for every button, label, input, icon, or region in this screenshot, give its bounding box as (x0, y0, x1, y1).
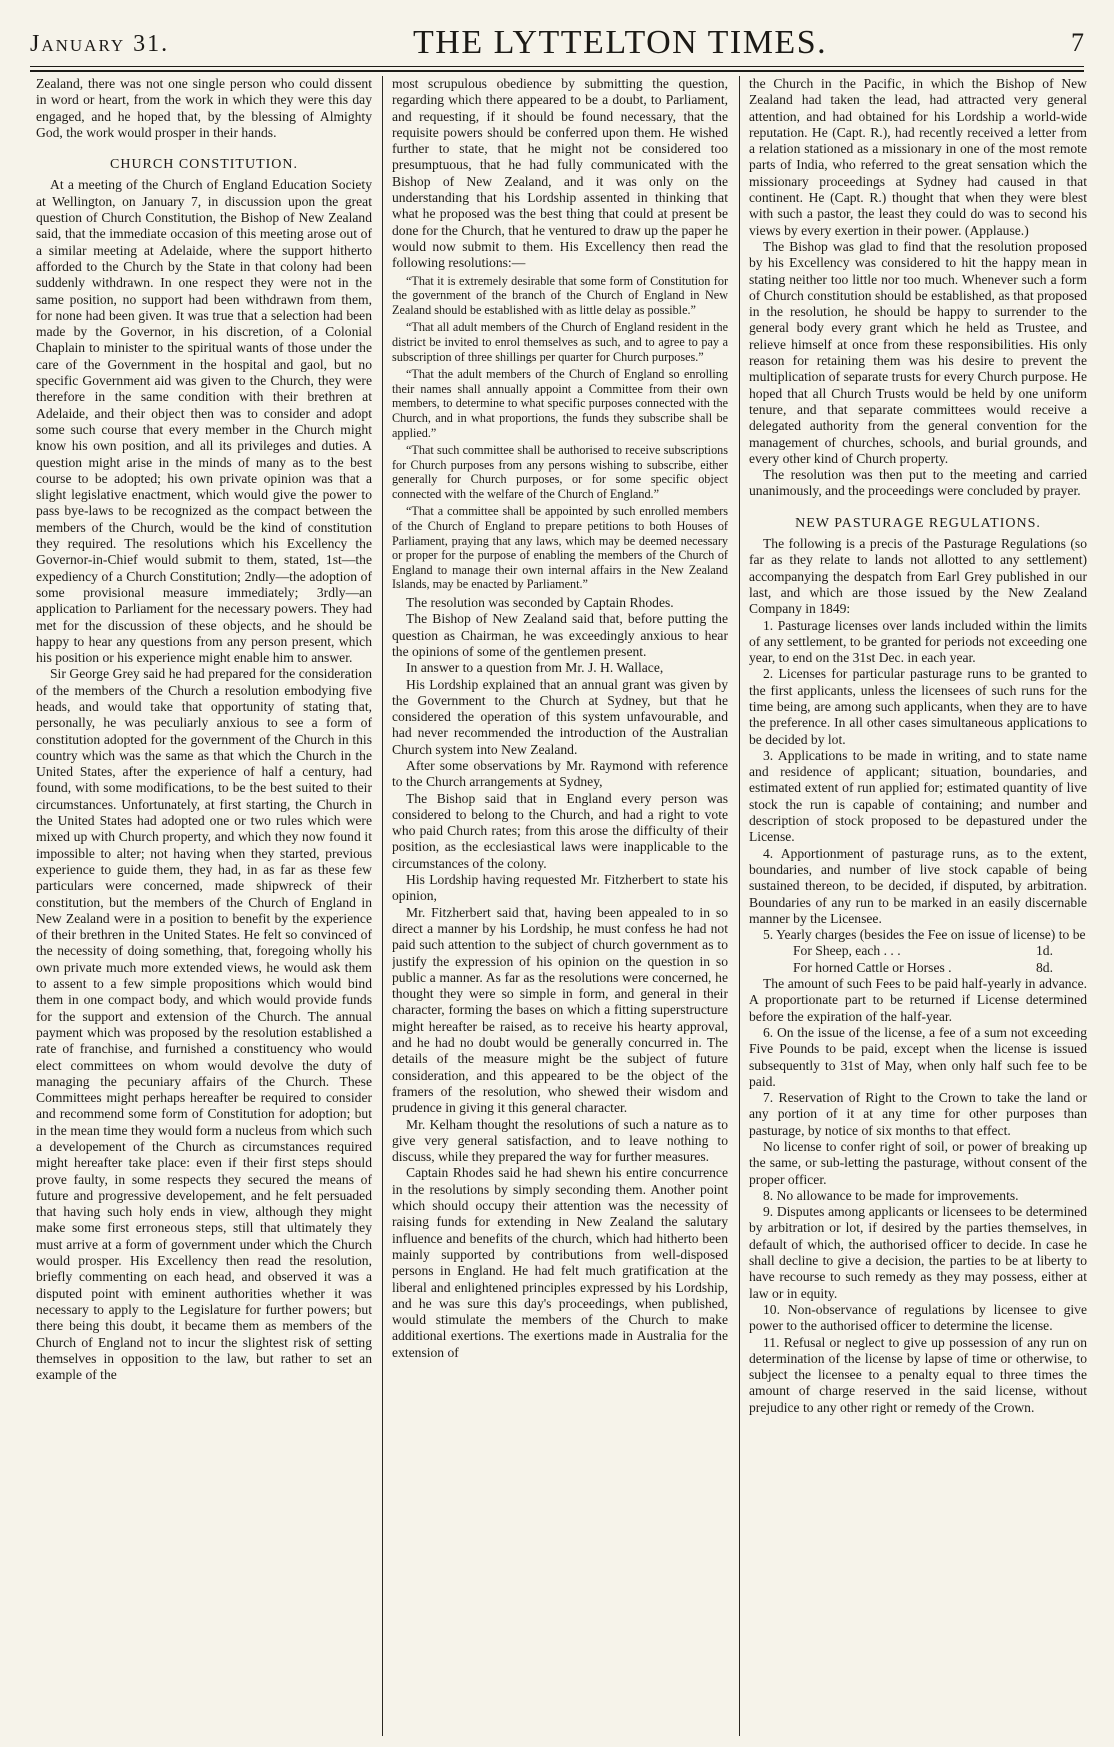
paragraph: After some observations by Mr. Raymond with reference to the Church arrangements at Sydney, (392, 758, 728, 790)
paragraph: The Bishop said that in England every person was considered to belong to the Church, and had a right to vote who paid Church rates; from this arose the difficulty of their position, as the ecclesiastical laws were inapplicable to the circumstances of the colony. (392, 790, 728, 871)
paragraph: The resolution was then put to the meeting and carried unanimously, and the proceedings were concluded by prayer. (749, 467, 1087, 499)
regulation-item: 2. Licenses for particular pasturage runs to be granted to the first applicants, unless the licensees of such runs for the time being, are among such applicants, when they are to have the preference. In all other cases simultaneous applications to be decided by lot. (749, 666, 1087, 747)
paragraph: Mr. Kelham thought the resolutions of such a nature as to give very general satisfaction, and to leave nothing to discuss, while they prepared the way for further measures. (392, 1116, 728, 1165)
paragraph: Mr. Fitzherbert said that, having been appealed to in so direct a manner by his Lordship, he must confess he had not paid such attention to the subject of church government as to justify the expression of his opinion on the question in so public a manner. As far as the resolutions were concerned, he thought they were so simple in form, and general in their character, forming the bases on which a fitting superstructure might hereafter be raised, as to receive his hearty approval, and he had no doubt would be generally concurred in. The details of the measure might be the subject of future consideration, and this appeared to be the object of the framers of the resolution, who shewed their wisdom and prudence in giving it this general character. (392, 904, 728, 1116)
section-heading-church-constitution: CHURCH CONSTITUTION. (110, 157, 298, 173)
regulation-item: 7. Reservation of Right to the Crown to take the land or any portion of it at any time for other purposes than pasturage, by notice of six months to that effect. (749, 1090, 1087, 1138)
masthead (30, 14, 1084, 64)
regulation-item: 9. Disputes among applicants or licensees to be determined by arbitration or lot, if desired by the parties themselves, in default of which, the authorised officer to decide. In case he shall decline to give a decision, the parties to be at liberty to have recourse to such remedy as they may possess, either at law or in equity. (749, 1204, 1087, 1301)
fee-label: For horned Cattle or Horses . (793, 959, 952, 975)
section-heading-pasturage-regulations: NEW PASTURAGE REGULATIONS. (795, 515, 1041, 531)
regulation-item: 8. No allowance to be made for improvements. (763, 1187, 1019, 1203)
regulation-item: 11. Refusal or neglect to give up possession of any run on determination of the license by lapse of time or otherwise, to subject the licensee to a penalty equal to three times the amount of charge reserved in the said license, without prejudice to any other right or remedy of the Crown. (749, 1334, 1087, 1415)
paragraph: His Lordship explained that an annual grant was given by the Government to the Church at Sydney, but that he considered the operation of this system unfavourable, and had never recommended the introduction of the Australian Church system into New Zealand. (392, 676, 728, 757)
column-divider (739, 76, 740, 1736)
newspaper-title: THE LYTTELTON TIMES. (413, 24, 828, 61)
paragraph: At a meeting of the Church of England Education Society at Wellington, on January 7, in discussion upon the great question of Church Constitution, the Bishop of New Zealand said, that the immediate occasion of this meeting arose out of a similar meeting at Adelaide, where the support hitherto afforded to the Church by the State in that colony had been suddenly withdrawn. In one respect they were not in the same position, no support had been withdrawn from them, for none had been given. It was true that a selection had been made by the Governor, in his discretion, of a Colonial Chaplain to minister to the spiritual wants of those under the care of the Government in the hospital and gaol, but no specific Government aid was given to the Church, they were therefore in the same condition with their brethren at Adelaide, and their object then was to consider and adopt some such course that every member in the Church might know his own position, and all its privileges and duties. A question might arise in the minds of many as to the best course to be adopted; his own private opinion was that a slight legislative enactment, which would give the power to pass bye-laws to be recognized as the compact between the members of the Church, would be the kind of constitution they required. The resolutions which his Excellency the Governor-in-Chief would submit to them, stated, 1st—the expediency of a Church Constitution; 2ndly—the adoption of some provisional measure immediately; 3rdly—an application to Parliament for the necessary powers. They had met for the discussion of these objects, and he should be happy to hear any questions from any person present, which his position or his experience might enable him to answer. (36, 177, 372, 666)
issue-date: January 31. (30, 31, 170, 57)
regulation-item: 6. On the issue of the license, a fee of a sum not exceeding Five Pounds to be paid, except when the license is issued subsequently to 31st of May, when only half such fee to be paid. (749, 1024, 1087, 1089)
page-number: 7 (1071, 28, 1084, 57)
paragraph: Zealand, there was not one single person who could dissent in word or heart, from the work in which they were this day engaged, and he hoped that, by the blessing of Almighty God, the work would prosper in their hands. (36, 76, 372, 140)
paragraph: The Bishop of New Zealand said that, before putting the question as Chairman, he was exceedingly anxious to hear the opinions of some of the gentlemen present. (392, 611, 728, 659)
fee-row (749, 943, 1087, 959)
paragraph: Captain Rhodes said he had shewn his entire concurrence in the resolutions by simply seconding them. Another point which should occupy their attention was the necessity of raising funds for extending in New Zealand the salutary influence and benefits of the church, which had hitherto been mainly supported by contributions from well-disposed persons in England. He had felt much gratification at the liberal and enlightened principles expressed by his Lordship, and he was sure this day's proceedings, when published, would stimulate the members of the Church to make additional exertions. The exertions made in Australia for the extension of (392, 1165, 728, 1360)
regulation-item: 4. Apportionment of pasturage runs, as to the extent, boundaries, and number of live stock capable of being sustained thereon, to be decided, if disputed, by arbitration. Boundaries of any run to be marked in an easily discernable manner by the Licensee. (749, 845, 1087, 926)
resolution-quote: “That all adult members of the Church of England resident in the district be invited to enrol themselves as such, and to agree to pay a subscription of three shillings per quarter for Church purposes.” (392, 320, 728, 364)
paragraph: the Church in the Pacific, in which the Bishop of New Zealand had taken the lead, had attracted very general attention, and had obtained for his Lordship a world-wide reputation. He (Capt. R.), had recently received a letter from a relation stationed as a missionary in one of the most remote parts of India, who referred to the great sensation which the missionary proceedings at Sydney had caused in that continent. He (Capt. R.) thought that when they were blest with such a pastor, the least they could do was to second his views by every exertion in their power. (Applause.) (749, 76, 1087, 238)
paragraph: In answer to a question from Mr. J. H. Wallace, (406, 660, 664, 676)
masthead-rule-thick (30, 70, 1084, 72)
fee-row (749, 960, 1087, 976)
column-divider (382, 76, 383, 1736)
paragraph: The amount of such Fees to be paid half-yearly in advance. A proportionate part to be returned if License determined before the expiration of the half-year. (749, 976, 1087, 1024)
paragraph: The resolution was seconded by Captain Rhodes. (406, 595, 674, 611)
paragraph: His Lordship having requested Mr. Fitzherbert to state his opinion, (392, 872, 728, 904)
paragraph: most scrupulous obedience by submitting the question, regarding which there appeared to be a doubt, to Parliament, and requesting, if it should be found necessary, that the requisite powers should be conferred upon them. He wished further to state, that he might not be considered too presumptuous, that he had fully communicated with the Bishop of New Zealand, and it was only on the understanding that his Lordship assented in thinking that what he proposed was the best thing that could at present be done for the Church, that he ventured to draw up the paper he would now submit to them. His Excellency then read the following resolutions:— (392, 76, 728, 271)
resolution-quote: “That such committee shall be authorised to receive subscriptions for Church purposes from any persons wishing to subscribe, either generally for Church purposes, or for some specific object connected with the welfare of the Church of England.” (392, 443, 728, 501)
paragraph: Sir George Grey said he had prepared for the consideration of the members of the Church a resolution embodying five heads, and would take that opportunity of stating that, personally, he was peculiarly anxious to see a form of constitution adopted for the government of the Church in this country which was the same as that which the Church in the United States, after the experience of half a century, had found, with some modifications, to be the best suited to their circumstances. Unfortunately, at first starting, the Church in the United States had adopted one or two rules which were mixed up with Church property, and which they now found it impossible to alter; not having when they started, previous experience to guide them, they had, in as far as these few particulars were concerned, made shipwreck of their constitution, but the members of the Church of England in New Zealand were in a position to benefit by the experience of their brethren in the United States. He felt so convinced of the necessity of doing something, that, foregoing wholly his own private much more extended views, he would ask them to assent to a few simple propositions which would bind them in one compact body, and which would provide funds for the support and extension of the Church. The annual payment which was proposed by the resolution established a rate of franchise, and furnished a constituency who would elect committees on whom would devolve the duty of managing the pecuniary affairs of the Church. These Committees might perhaps hereafter be required to consider and recommend some form of Constitution for adoption; but in the mean time they would form a nucleus from which such a developement of the Church as circumstances required might hereafter take place: even if their first steps should prove faulty, in some respects they secured the means of future and progressive developement, and he felt persuaded that having such holy ends in view, although they might make some first erroneous steps, still that ultimately they must arrive at a form of government under which the Church would prosper. His Excellency then read the resolution, briefly commenting on each head, and observed it was a disputed point with eminent authorities whether it was necessary to apply to the Legislature for further powers; but there being this doubt, it became them as members of the Church of England not to incur the slightest risk of setting themselves in opposition to the law, but rather to set an example of the (36, 666, 372, 1383)
column-3 (749, 76, 1087, 1736)
masthead-rule-thin (30, 66, 1084, 67)
resolution-quote: “That the adult members of the Church of England so enrolling their names shall annually appoint a Committee from their own members, to determine to what specific purposes connected with the Church, and in what proportions, the funds they subscribe shall be applied.” (392, 367, 728, 440)
column-2 (392, 76, 728, 1736)
fee-label: For Sheep, each . . . (793, 943, 901, 959)
regulation-item: 1. Pasturage licenses over lands included within the limits of any settlement, to be granted for periods not exceeding one year, to end on the 31st Dec. in each year. (749, 617, 1087, 666)
paragraph: The following is a precis of the Pasturage Regulations (so far as they relate to lands not allotted to any settlement) accompanying the despatch from Earl Grey published in our last, and which are those issued by the New Zealand Company in 1849: (749, 536, 1087, 617)
fee-amount: 8d. (1036, 959, 1053, 975)
resolution-quote: “That a committee shall be appointed by such enrolled members of the Church of England to prepare petitions to both Houses of Parliament, praying that any laws, which may be deemed necessary or proper for the purpose of enabling the members of the Church of England to manage their own internal affairs in the New Zealand Islands, may be enacted by Parliament.” (392, 504, 728, 592)
fee-amount: 1d. (1036, 943, 1053, 959)
paragraph: No license to confer right of soil, or power of breaking up the same, or sub-letting the pasturage, without consent of the proper officer. (749, 1139, 1087, 1187)
column-1 (36, 76, 372, 1736)
regulation-item: 10. Non-observance of regulations by licensee to give power to the authorised officer to determine the license. (749, 1301, 1087, 1334)
paragraph: The Bishop was glad to find that the resolution proposed by his Excellency was considered to hit the happy mean in stating neither too little nor too much. Whenever such a form of Church constitution should be established, as that proposed in the resolution, he should be happy to surrender to the general body every grant which he held as Trustee, and relieve himself at once from these responsibilities. His only reason for retaining them was his desire to prevent the multiplication of separate trusts for every Church purpose. He hoped that all Church Trusts would be held by one uniform tenure, and that separate committees would receive a delegated authority from the general convention for the management of churches, schools, and burial grounds, and every other kind of Church property. (749, 238, 1087, 466)
regulation-item: 3. Applications to be made in writing, and to state name and residence of applicant; situation, boundaries, and estimated extent of run applied for; estimated quantity of live stock the run is capable of containing; and number and description of stock proposed to be depastured under the License. (749, 747, 1087, 845)
regulation-item: 5. Yearly charges (besides the Fee on issue of license) to be (763, 927, 1086, 943)
resolution-quote: “That it is extremely desirable that some form of Constitution for the government of the branch of the Church of England in New Zealand should be established with as little delay as possible.” (392, 273, 728, 317)
